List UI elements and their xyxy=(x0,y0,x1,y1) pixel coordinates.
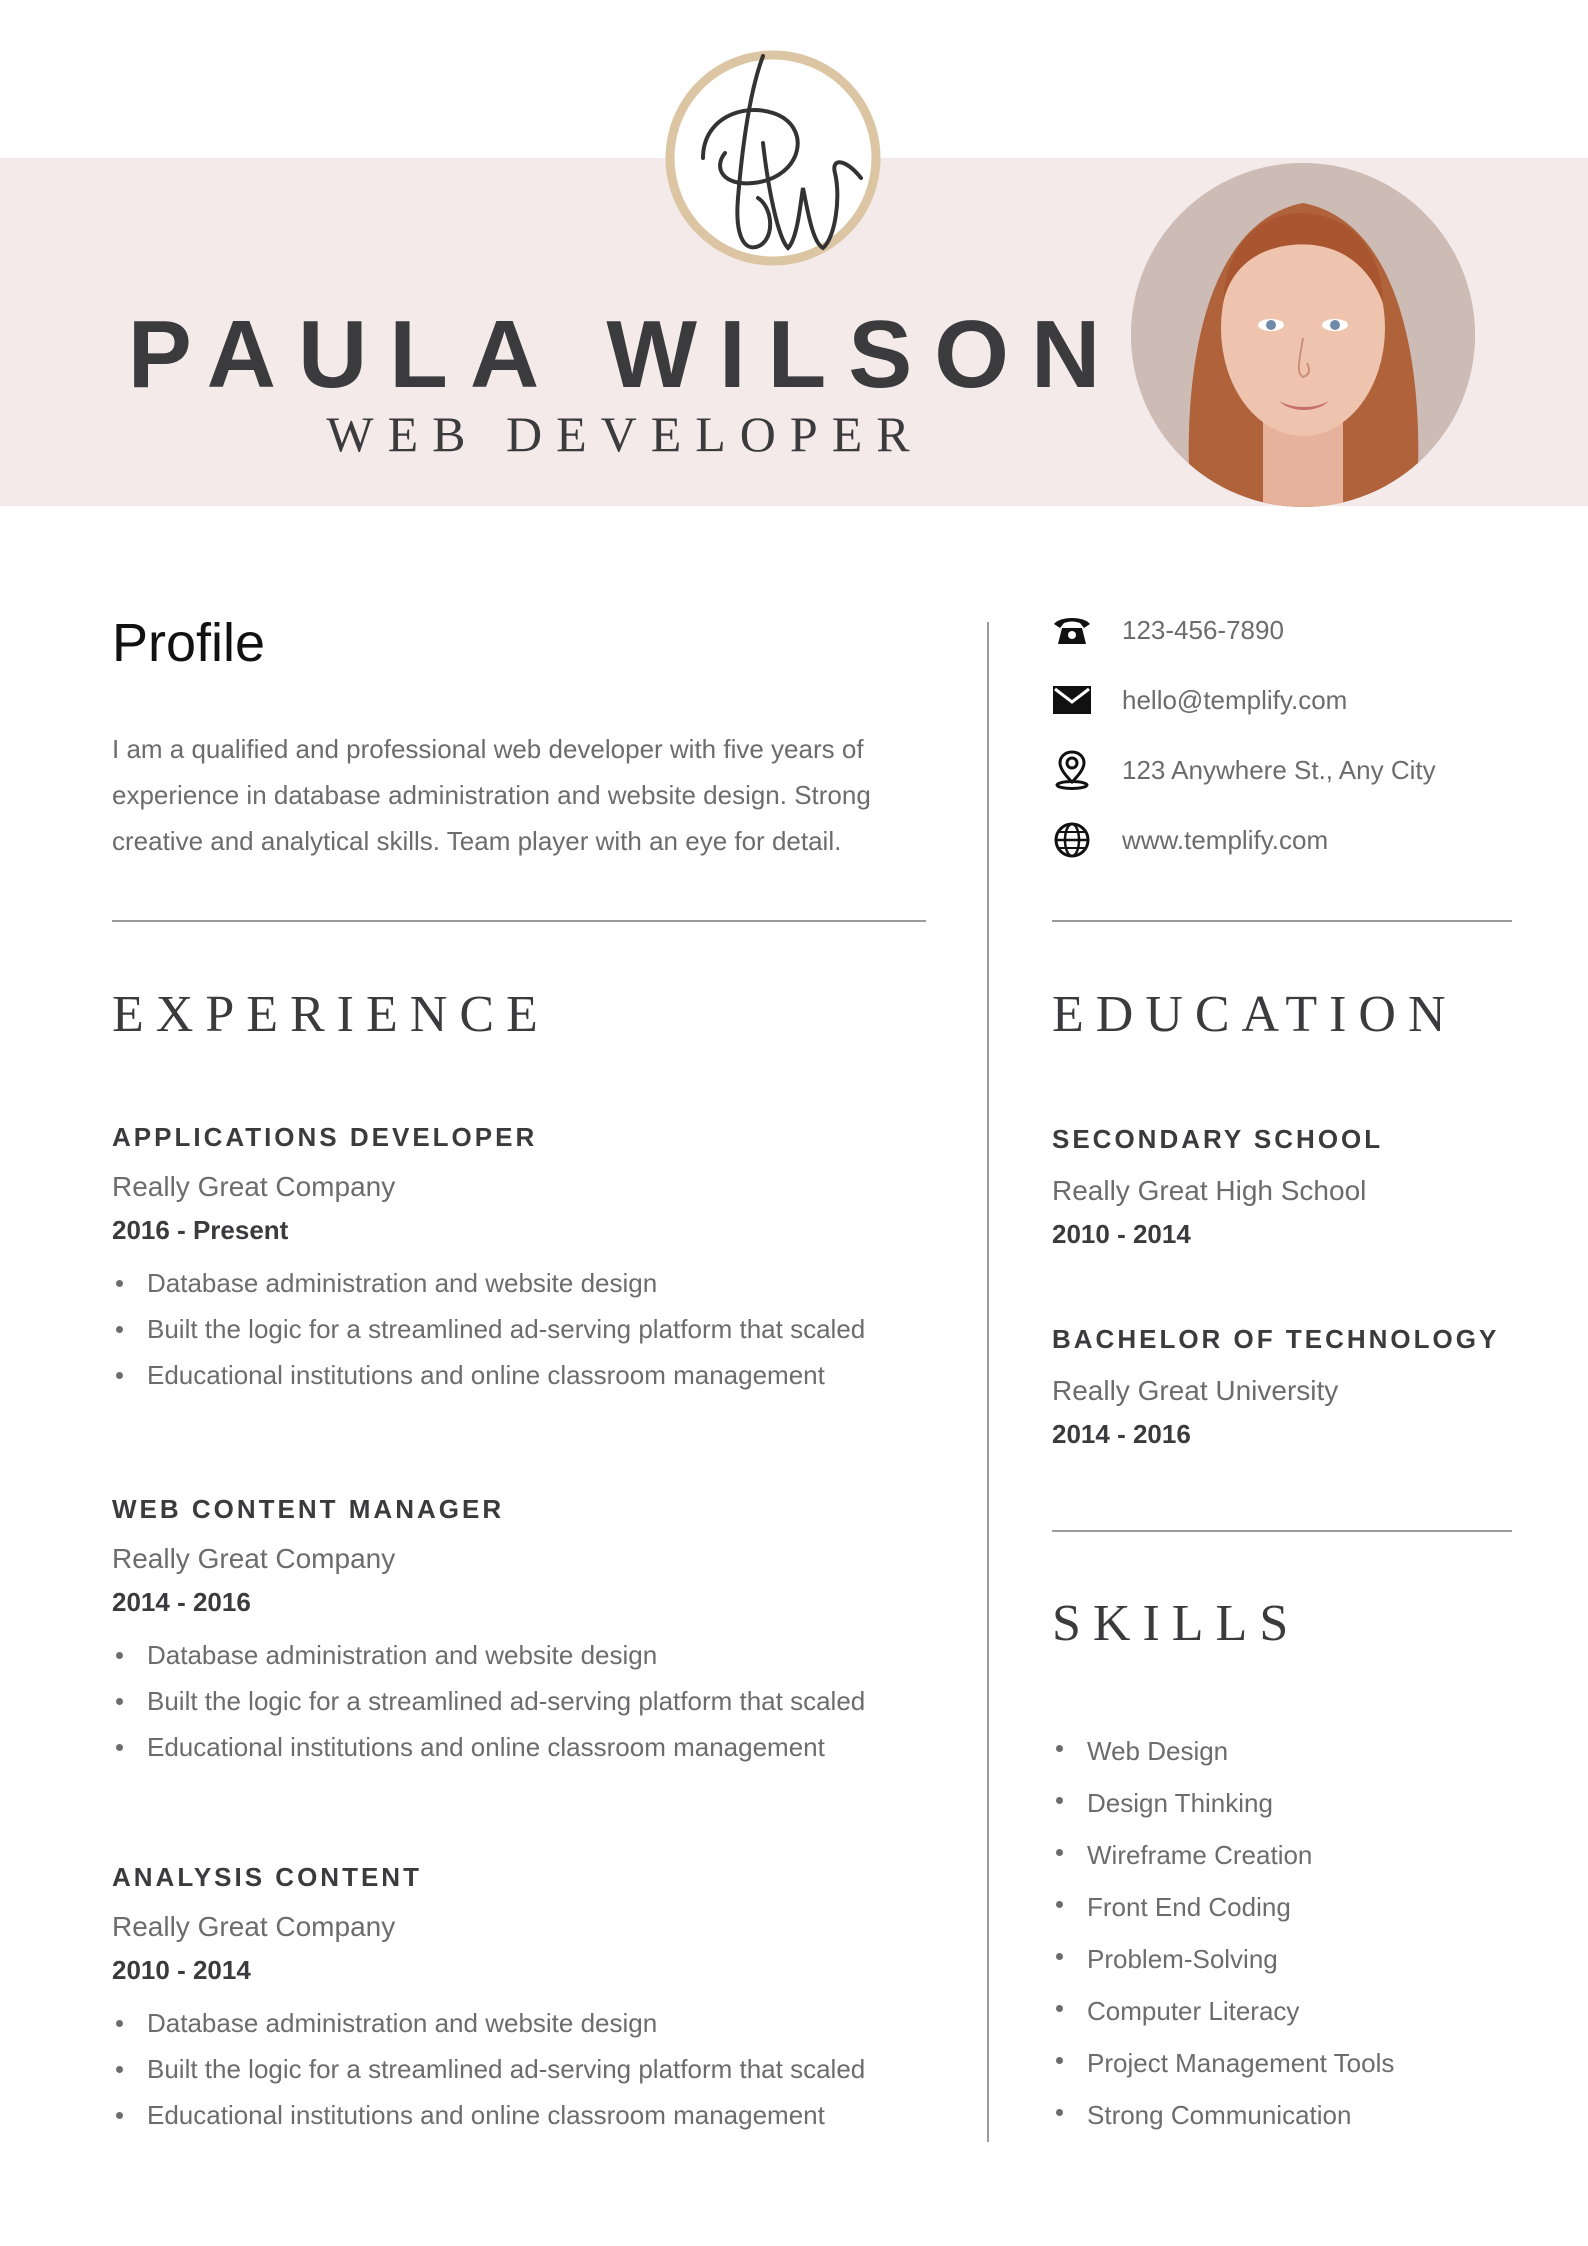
list-item: Strong Communication xyxy=(1052,2089,1394,2141)
contact-phone xyxy=(1050,605,1284,655)
contact-email xyxy=(1050,675,1347,725)
list-item: Database administration and website design xyxy=(112,2000,865,2046)
education-school: Really Great High School xyxy=(1052,1175,1367,1206)
address-text: 123 Anywhere St., Any City xyxy=(1122,754,1436,785)
globe-icon xyxy=(1050,818,1094,862)
experience-dates: 2014 - 2016 xyxy=(112,1587,251,1617)
phone-text: 123-456-7890 xyxy=(1122,614,1284,645)
education-school: Really Great University xyxy=(1052,1375,1339,1406)
email-text: hello@templify.com xyxy=(1122,684,1348,715)
profile-text: I am a qualified and professional web developer with five years of experience in database administration and website design. Strong creative and analytical skills. Team player with an eye for detail. xyxy=(112,734,871,856)
experience-company: Really Great Company xyxy=(112,1171,396,1202)
education-dates: 2010 - 2014 xyxy=(1052,1219,1191,1249)
experience-bullets xyxy=(112,1632,865,1770)
experience-heading: EXPERIENCE xyxy=(112,986,550,1043)
education-item xyxy=(1052,1124,1383,1250)
list-item: Educational institutions and online classroom management xyxy=(112,1352,865,1398)
experience-bullets xyxy=(112,2000,865,2138)
list-item: Web Design xyxy=(1052,1725,1394,1777)
contact-divider xyxy=(1052,920,1512,922)
contact-website xyxy=(1050,815,1328,865)
contact-address xyxy=(1050,745,1436,795)
experience-job-title: WEB CONTENT MANAGER xyxy=(112,1494,505,1524)
list-item: Built the logic for a streamlined ad-serving platform that scaled xyxy=(112,1306,865,1352)
list-item: Computer Literacy xyxy=(1052,1985,1394,2037)
list-item: Problem-Solving xyxy=(1052,1933,1394,1985)
experience-item xyxy=(112,1122,865,1398)
list-item: Educational institutions and online classroom management xyxy=(112,1724,865,1770)
experience-dates: 2016 - Present xyxy=(112,1215,289,1245)
list-item: Built the logic for a streamlined ad-serving platform that scaled xyxy=(112,1678,865,1724)
list-item: Database administration and website design xyxy=(112,1632,865,1678)
education-heading: EDUCATION xyxy=(1052,986,1458,1043)
list-item: Front End Coding xyxy=(1052,1881,1394,1933)
column-divider xyxy=(987,622,989,2142)
experience-company: Really Great Company xyxy=(112,1543,396,1574)
experience-item xyxy=(112,1862,865,2138)
profile-divider xyxy=(112,920,926,922)
list-item: Project Management Tools xyxy=(1052,2037,1394,2089)
skills-list xyxy=(1052,1725,1394,2141)
experience-item xyxy=(112,1494,865,1770)
skills-heading: SKILLS xyxy=(1052,1595,1301,1652)
list-item: Design Thinking xyxy=(1052,1777,1394,1829)
list-item: Built the logic for a streamlined ad-serving platform that scaled xyxy=(112,2046,865,2092)
list-item: Educational institutions and online classroom management xyxy=(112,2092,865,2138)
education-degree: BACHELOR OF TECHNOLOGY xyxy=(1052,1324,1500,1354)
job-title: WEB DEVELOPER xyxy=(326,406,924,462)
website-text: www.templify.com xyxy=(1122,824,1329,855)
profile-heading: Profile xyxy=(112,613,266,673)
education-divider xyxy=(1052,1530,1512,1532)
mail-icon xyxy=(1050,678,1094,722)
candidate-name: PAULA WILSON xyxy=(127,301,1123,408)
education-degree: SECONDARY SCHOOL xyxy=(1052,1124,1384,1154)
experience-dates: 2010 - 2014 xyxy=(112,1955,251,1985)
profile-photo xyxy=(1131,163,1475,507)
education-item xyxy=(1052,1324,1499,1450)
monogram-logo xyxy=(663,48,883,268)
experience-company: Really Great Company xyxy=(112,1911,396,1942)
list-item: Database administration and website design xyxy=(112,1260,865,1306)
location-pin-icon xyxy=(1050,748,1094,792)
education-dates: 2014 - 2016 xyxy=(1052,1419,1191,1449)
list-item: Wireframe Creation xyxy=(1052,1829,1394,1881)
experience-job-title: APPLICATIONS DEVELOPER xyxy=(112,1122,538,1152)
phone-icon xyxy=(1050,608,1094,652)
experience-bullets xyxy=(112,1260,865,1398)
experience-job-title: ANALYSIS CONTENT xyxy=(112,1862,422,1892)
